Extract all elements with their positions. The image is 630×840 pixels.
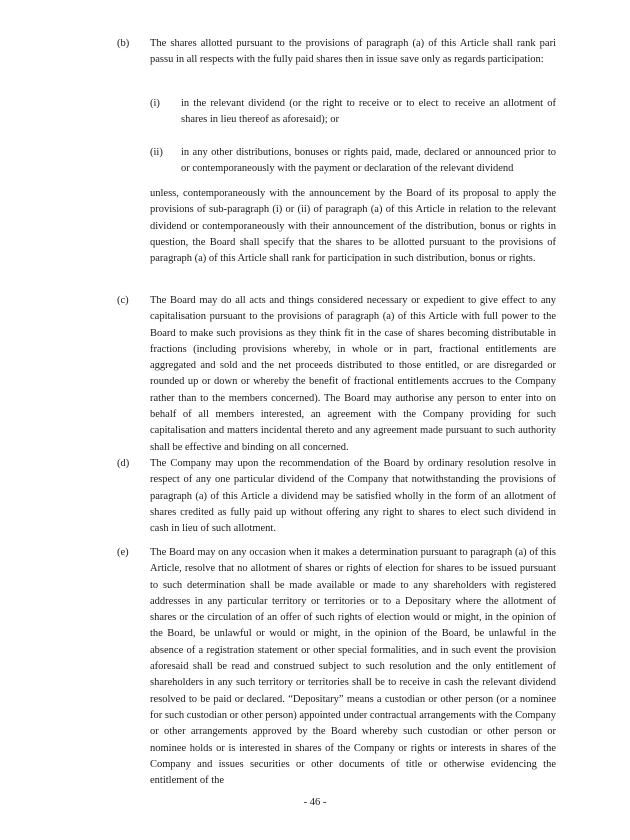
paragraph-e-text: The Board may on any occasion when it makes a determination pursuant to paragraph (a) of this Article, resolve that no allotment of shares or rights of election for shares to be issued pursuant to such determination shall be made available or made to any shareholders with registered addresses in any particular territory or territories or to a Depositary where the allotment of shares or the circulation of an offer of such rights of election would or might, in the opinion of the Board, be unlawful or would or might, in the opinion of the Board, be unlawful in the absence of a registration statement or other special formalities, and in such event the provision aforesaid shall be read and construed subject to such resolution and the only entitlement of shareholders in any such territory or territories shall be to receive in cash the relevant dividend resolved to be paid or declared. “Depositary” means a custodian or other person (or a nominee for such custodian or other person) appointed under contractual arrangements with the Company or other arrangements approved by the Board whereby such custodian or other person or nominee holds or is interested in shares of the Company or rights or interests in shares of the Company and issues securities or other documents of title or otherwise evidencing the entitlement of the	[150, 547, 556, 787]
paragraph-b-item-i-text: in the relevant dividend (or the right to receive or to elect to receive an allotment of shares in lieu thereof as aforesaid); or	[181, 98, 556, 126]
paragraph-b-item-ii-label: (ii)	[150, 147, 163, 158]
paragraph-d-text: The Company may upon the recommendation of the Board by ordinary resolution resolve in respect of any one particular dividend of the Company that notwithstanding the provisions of paragraph (a) of this Article a dividend may be satisfied wholly in the form of an allotment of shares credited as fully paid up without offering any right to shares to elect such dividend in cash in lieu of such allotment.	[150, 458, 556, 535]
paragraph-c-text: The Board may do all acts and things considered necessary or expedient to give effect to any capitalisation pursuant to the provisions of paragraph (a) of this Article with full power to the Board to make such provisions as they think fit in the case of shares becoming distributable in fractions (including provisions whereby, in whole or in part, fractional entitlements are aggregated and sold and the net proceeds distributed to those entitled, or are disregarded or rounded up or down or whereby the benefit of fractional entitlements accrues to the Company rather than to the members concerned). The Board may authorise any person to enter into on behalf of all members interested, an agreement with the Company providing for such capitalisation and matters incidental thereto and any agreement made pursuant to such authority shall be effective and binding on all concerned.	[150, 295, 556, 453]
page-number: - 46 -	[303, 797, 327, 808]
paragraph-b-item-i-label: (i)	[150, 98, 160, 109]
paragraph-e-label: (e)	[117, 547, 129, 558]
paragraph-b-continuation: unless, contemporaneously with the announcement by the Board of its proposal to apply the provisions of sub-paragraph (i) or (ii) of paragraph (a) of this Article in relation to the relevant dividend or contemporaneously with their announcement of the distribution, bonus or rights in question, the Board shall specify that the shares to be allotted pursuant to the provisions of paragraph (a) of this Article shall rank for participation in such distribution, bonus or rights.	[150, 188, 556, 265]
paragraph-c-label: (c)	[117, 295, 129, 306]
paragraph-b-text: The shares allotted pursuant to the provisions of paragraph (a) of this Article shall rank pari passu in all respects with the fully paid shares then in issue save only as regards participation:	[150, 38, 556, 66]
paragraph-b-label: (b)	[117, 38, 130, 49]
paragraph-b-item-ii-text: in any other distributions, bonuses or rights paid, made, declared or announced prior to or contemporaneously with the payment or declaration of the relevant dividend	[181, 147, 556, 175]
paragraph-d-label: (d)	[117, 458, 130, 469]
